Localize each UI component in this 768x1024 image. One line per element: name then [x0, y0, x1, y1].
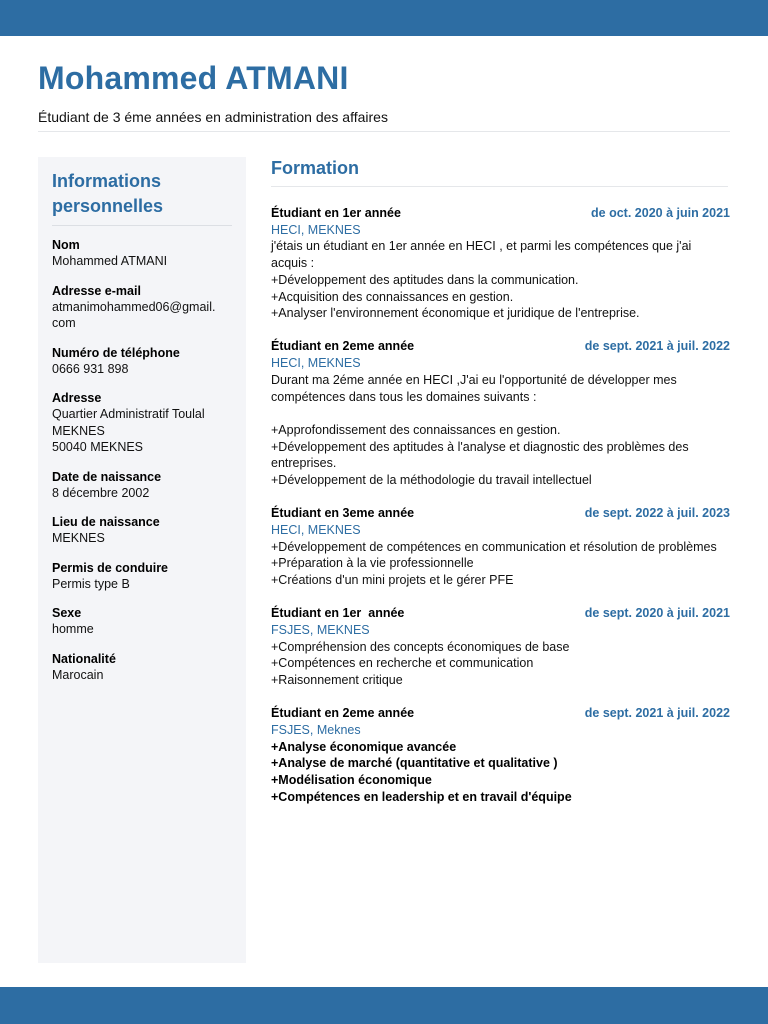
entry-description-line: +Raisonnement critique [271, 673, 403, 688]
info-item [52, 560, 238, 593]
info-value: Permis type B [52, 576, 130, 591]
info-label: Numéro de téléphone [52, 345, 180, 360]
entry-description-line: +Compréhension des concepts économiques de base [271, 639, 570, 654]
entry-description-line [271, 405, 730, 422]
info-value: homme [52, 622, 94, 636]
entry-description-line: +Développement des aptitudes dans la communication. [271, 272, 579, 287]
entry-description-line: j'étais un étudiant en 1er année en HECI , et parmi les compétences que j'ai acquis : [271, 239, 692, 271]
entry-title: Étudiant en 1er année [271, 206, 401, 220]
info-label: Sexe [52, 606, 82, 620]
formation-entry [271, 705, 730, 805]
info-item [52, 345, 238, 378]
formation-section [271, 157, 730, 822]
info-value: 8 décembre 2002 [52, 485, 150, 500]
info-item [52, 283, 238, 332]
top-banner [0, 0, 768, 36]
personal-info-sidebar [38, 157, 246, 963]
sidebar-title: Informations personnelles [52, 171, 164, 216]
info-value: 0666 931 898 [52, 361, 129, 376]
entry-school: HECI, MEKNES [271, 356, 361, 371]
entry-date: de oct. 2020 à juin 2021 [591, 206, 730, 220]
info-list [52, 237, 238, 696]
entry-header [271, 505, 730, 522]
entry-description-line: +Analyse de marché (quantitative et qualitative ) [271, 756, 558, 771]
info-value: Quartier Administratif Toulal MEKNES 50040 MEKNES [52, 407, 205, 454]
resume-subtitle: Étudiant de 3 éme années en administration des affaires [38, 109, 388, 125]
info-label: Lieu de naissance [52, 515, 160, 529]
info-label: Adresse e-mail [52, 283, 141, 298]
entry-description-line: +Analyse économique avancée [271, 739, 457, 754]
entry-school: HECI, MEKNES [271, 522, 361, 537]
entry-description-line: +Analyser l'environnement économique et juridique de l'entreprise. [271, 306, 640, 321]
entry-description-line: +Développement de compétences en communication et résolution de problèmes [271, 539, 717, 554]
header-divider [38, 131, 730, 132]
entry-header [271, 705, 730, 722]
entry-title: Étudiant en 1er année [271, 606, 405, 621]
entry-description-line: +Créations d'un mini projets et le gérer PFE [271, 573, 514, 588]
formation-entry [271, 605, 730, 689]
entry-date: de sept. 2022 à juil. 2023 [584, 506, 730, 521]
info-item [52, 651, 238, 684]
formation-entry [271, 205, 730, 322]
info-label: Permis de conduire [52, 560, 169, 575]
entry-header [271, 205, 730, 222]
entry-title: Étudiant en 3eme année [271, 506, 415, 521]
info-label: Adresse [52, 391, 102, 405]
entry-description-line: +Approfondissement des connaissances en gestion. [271, 422, 561, 437]
info-item [52, 605, 238, 638]
formation-entry [271, 338, 730, 488]
entry-description-line: +Développement des aptitudes à l'analyse et diagnostic des problèmes des entreprises. [271, 439, 689, 471]
entry-school: HECI, MEKNES [271, 222, 361, 237]
info-label: Date de naissance [52, 469, 162, 484]
entry-date: de sept. 2021 à juil. 2022 [584, 706, 730, 721]
section-divider [271, 186, 728, 187]
formation-entry [271, 505, 730, 589]
entry-header [271, 338, 730, 355]
entry-date: de sept. 2021 à juil. 2022 [584, 339, 730, 354]
section-title: Formation [271, 158, 359, 178]
entry-school: FSJES, Meknes [271, 722, 361, 737]
info-value: MEKNES [52, 531, 105, 545]
info-value: Marocain [52, 667, 104, 682]
entry-description-line: +Modélisation économique [271, 773, 432, 788]
info-item [52, 469, 238, 502]
info-item [52, 390, 238, 456]
entry-header [271, 605, 730, 622]
info-label: Nationalité [52, 651, 116, 666]
sidebar-divider [52, 225, 232, 226]
info-value: Mohammed ATMANI [52, 254, 168, 268]
entry-description-line: Durant ma 2éme année en HECI ,J'ai eu l'opportunité de développer mes compétences dans tous les domaines suivants : [271, 372, 677, 404]
formation-entries [271, 205, 730, 805]
resume-name: Mohammed ATMANI [38, 60, 349, 96]
info-value: atmanimohammed06@gmail. com [52, 299, 216, 330]
entry-title: Étudiant en 2eme année [271, 339, 415, 354]
entry-description-line: +Compétences en recherche et communication [271, 656, 534, 671]
entry-description-line: +Préparation à la vie professionnelle [271, 556, 474, 571]
info-item [52, 514, 238, 547]
entry-date: de sept. 2020 à juil. 2021 [584, 606, 730, 621]
bottom-banner [0, 987, 768, 1024]
info-item [52, 237, 238, 270]
entry-title: Étudiant en 2eme année [271, 706, 415, 721]
entry-school: FSJES, MEKNES [271, 622, 370, 637]
entry-description-line: +Acquisition des connaissances en gestion. [271, 289, 514, 304]
entry-description-line: +Compétences en leadership et en travail d'équipe [271, 789, 572, 804]
entry-description-line: +Développement de la méthodologie du travail intellectuel [271, 473, 592, 488]
info-label: Nom [52, 238, 80, 252]
